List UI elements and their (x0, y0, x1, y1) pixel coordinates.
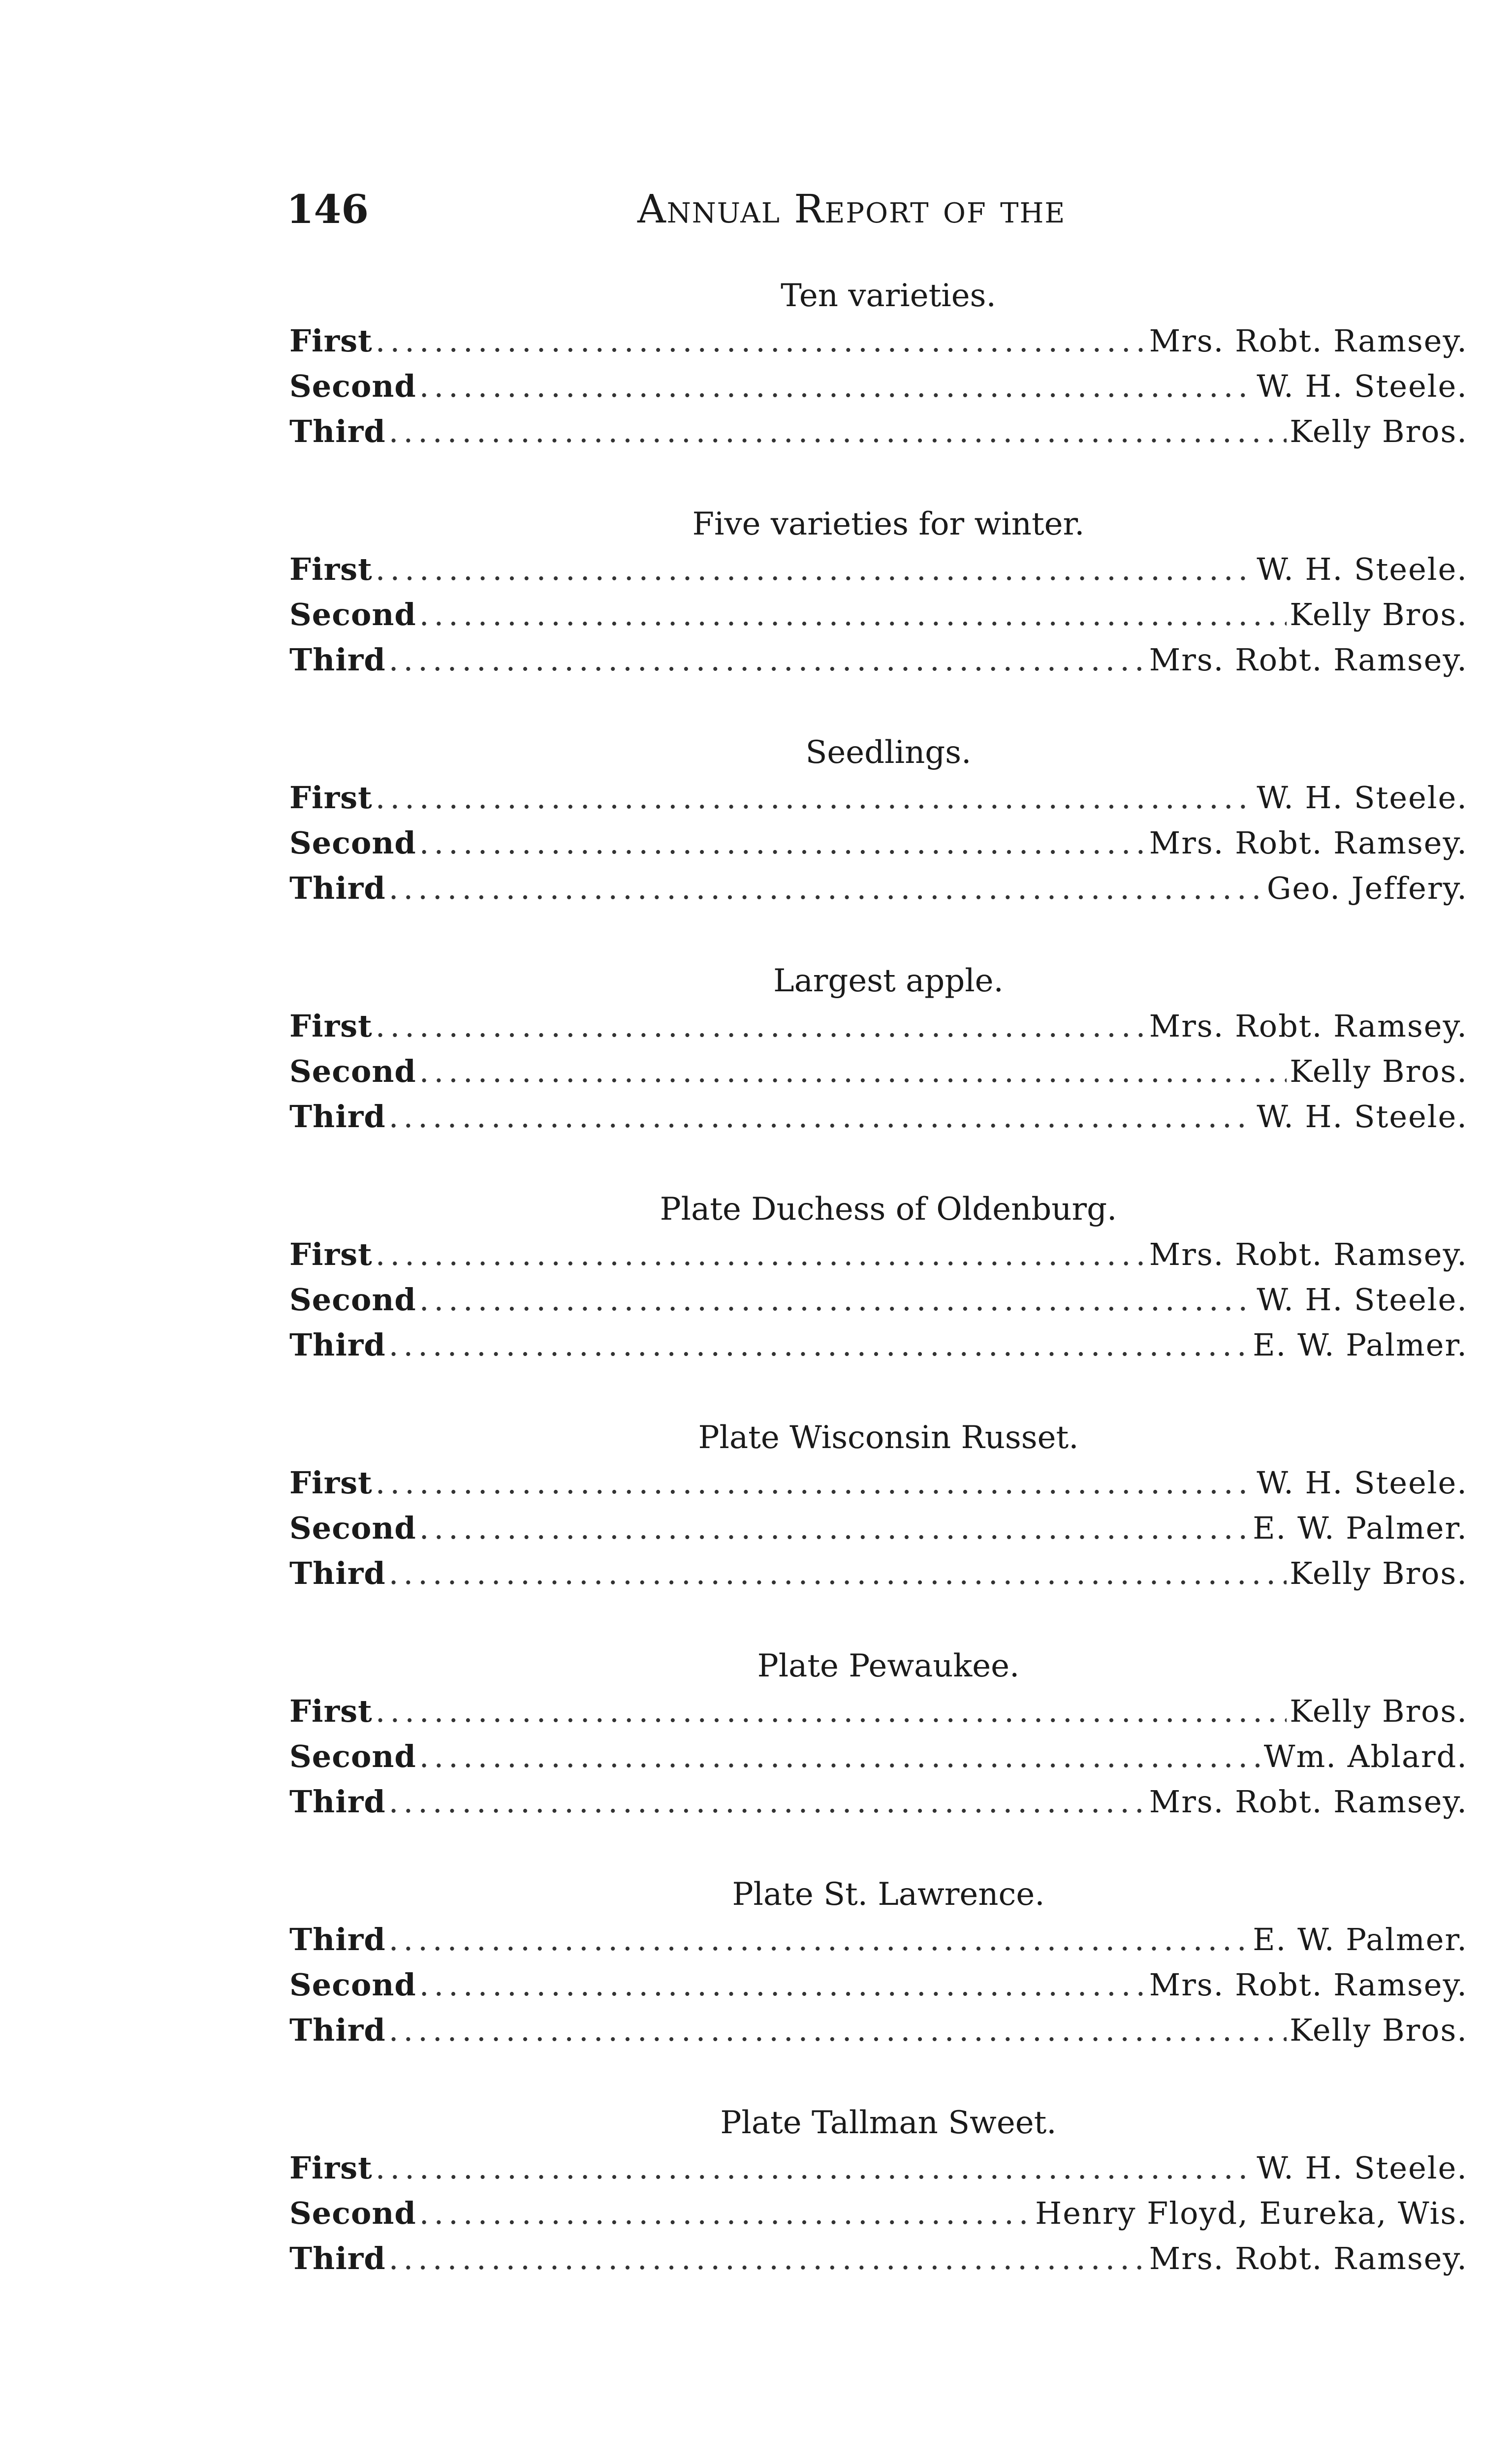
winner-name: Mrs. Robt. Ramsey. (1149, 642, 1468, 678)
running-head (637, 186, 1066, 232)
section-title: Plate Pewaukee. (757, 1648, 1020, 1684)
premium-list (289, 273, 1468, 2329)
winner-name: Geo. Jeffery. (1266, 870, 1468, 906)
dot-leader (389, 866, 1264, 911)
dot-leader (376, 547, 1254, 592)
dot-leader (389, 1917, 1250, 1962)
place-label: Third (289, 1922, 386, 1957)
award-entry (289, 637, 1468, 683)
award-section (289, 1415, 1468, 1596)
dot-leader (419, 1506, 1250, 1551)
award-section (289, 2100, 1468, 2281)
dot-leader (389, 1094, 1254, 1139)
award-entry (289, 1460, 1468, 1506)
dot-leader (419, 1962, 1146, 2008)
award-entry (289, 1277, 1468, 1323)
award-section (289, 958, 1468, 1139)
award-entry (289, 364, 1468, 409)
winner-name: Mrs. Robt. Ramsey. (1149, 1008, 1468, 1044)
place-label: Third (289, 2240, 386, 2276)
award-entry (289, 775, 1468, 820)
winner-name: Wm. Ablard. (1263, 1738, 1468, 1774)
winner-name: W. H. Steele. (1257, 1282, 1468, 1318)
dot-leader (376, 1460, 1254, 1506)
place-label: First (289, 323, 373, 359)
section-title: Seedlings. (805, 734, 972, 771)
award-entry (289, 1094, 1468, 1139)
award-entry (289, 1551, 1468, 1596)
place-label: First (289, 1008, 373, 1044)
dot-leader (389, 409, 1287, 454)
place-label: First (289, 551, 373, 587)
place-label: Second (289, 1738, 416, 1774)
award-section (289, 730, 1468, 911)
award-entry (289, 2008, 1468, 2053)
dot-leader (419, 2191, 1032, 2236)
award-section (289, 1187, 1468, 1368)
place-label: Third (289, 1327, 386, 1363)
place-label: Second (289, 1967, 416, 2003)
place-label: Second (289, 1282, 416, 1318)
winner-name: Mrs. Robt. Ramsey. (1149, 825, 1468, 861)
place-label: First (289, 1693, 373, 1729)
winner-name: E. W. Palmer. (1253, 1510, 1468, 1546)
dot-leader (419, 820, 1146, 866)
dot-leader (376, 775, 1254, 820)
award-entry (289, 866, 1468, 911)
section-title: Plate Duchess of Oldenburg. (660, 1191, 1117, 1228)
dot-leader (419, 1049, 1287, 1094)
award-entry (289, 1917, 1468, 1962)
section-title: Ten varieties. (781, 278, 996, 314)
place-label: Second (289, 2195, 416, 2231)
award-section (289, 502, 1468, 683)
winner-name: W. H. Steele. (1257, 1099, 1468, 1135)
dot-leader (419, 1277, 1254, 1323)
dot-leader (376, 318, 1146, 364)
winner-name: E. W. Palmer. (1253, 1327, 1468, 1363)
award-entry (289, 318, 1468, 364)
award-entry (289, 547, 1468, 592)
winner-name: Mrs. Robt. Ramsey. (1149, 323, 1468, 359)
dot-leader (389, 2008, 1287, 2053)
award-entry (289, 592, 1468, 637)
award-entry (289, 1962, 1468, 2008)
winner-name: W. H. Steele. (1257, 368, 1468, 404)
place-label: First (289, 1236, 373, 1272)
award-section (289, 1643, 1468, 1825)
award-entry (289, 409, 1468, 454)
award-entry (289, 1506, 1468, 1551)
section-title: Plate Tallman Sweet. (720, 2105, 1057, 2141)
place-label: Third (289, 1784, 386, 1820)
dot-leader (419, 364, 1254, 409)
winner-name: Kelly Bros. (1290, 1693, 1468, 1729)
place-label: First (289, 1465, 373, 1501)
winner-name: Kelly Bros. (1290, 2012, 1468, 2048)
place-label: First (289, 780, 373, 816)
place-label: Second (289, 1053, 416, 1089)
winner-name: W. H. Steele. (1257, 2150, 1468, 2186)
winner-name: Kelly Bros. (1290, 413, 1468, 449)
section-title: Plate St. Lawrence. (732, 1876, 1045, 1913)
page-number: 146 (286, 186, 369, 232)
winner-name: W. H. Steele. (1257, 551, 1468, 587)
dot-leader (389, 1551, 1287, 1596)
award-entry (289, 2236, 1468, 2281)
award-entry (289, 1779, 1468, 1825)
dot-leader (389, 2236, 1146, 2281)
winner-name: Mrs. Robt. Ramsey. (1149, 1784, 1468, 1820)
award-section (289, 1872, 1468, 2053)
winner-name: Mrs. Robt. Ramsey. (1149, 1236, 1468, 1272)
dot-leader (419, 1734, 1261, 1779)
dot-leader (389, 1323, 1250, 1368)
award-entry (289, 2191, 1468, 2236)
place-label: Third (289, 2012, 386, 2048)
winner-name: W. H. Steele. (1257, 1465, 1468, 1501)
winner-name: Kelly Bros. (1290, 597, 1468, 632)
section-title: Five varieties for winter. (692, 506, 1085, 542)
winner-name: Kelly Bros. (1290, 1053, 1468, 1089)
place-label: Third (289, 1099, 386, 1135)
place-label: Second (289, 368, 416, 404)
place-label: Third (289, 870, 386, 906)
place-label: Second (289, 597, 416, 632)
dot-leader (376, 1004, 1146, 1049)
award-entry (289, 2145, 1468, 2191)
place-label: Second (289, 1510, 416, 1546)
winner-name: Kelly Bros. (1290, 1555, 1468, 1591)
place-label: Third (289, 1555, 386, 1591)
dot-leader (389, 1779, 1146, 1825)
award-entry (289, 1734, 1468, 1779)
dot-leader (389, 637, 1146, 683)
place-label: Third (289, 642, 386, 678)
section-title: Largest apple. (773, 963, 1004, 999)
dot-leader (376, 1689, 1287, 1734)
dot-leader (376, 2145, 1254, 2191)
award-entry (289, 1049, 1468, 1094)
winner-name: Henry Floyd, Eureka, Wis. (1035, 2195, 1468, 2231)
running-head-text: Annual Report of the (637, 186, 1066, 232)
award-entry (289, 820, 1468, 866)
winner-name: Mrs. Robt. Ramsey. (1149, 1967, 1468, 2003)
section-title: Plate Wisconsin Russet. (698, 1420, 1079, 1456)
place-label: Second (289, 825, 416, 861)
award-entry (289, 1689, 1468, 1734)
winner-name: Mrs. Robt. Ramsey. (1149, 2240, 1468, 2276)
dot-leader (376, 1232, 1146, 1277)
winner-name: E. W. Palmer. (1253, 1922, 1468, 1957)
award-section (289, 273, 1468, 454)
award-entry (289, 1004, 1468, 1049)
place-label: First (289, 2150, 373, 2186)
dot-leader (419, 592, 1287, 637)
place-label: Third (289, 413, 386, 449)
award-entry (289, 1232, 1468, 1277)
award-entry (289, 1323, 1468, 1368)
winner-name: W. H. Steele. (1257, 780, 1468, 816)
